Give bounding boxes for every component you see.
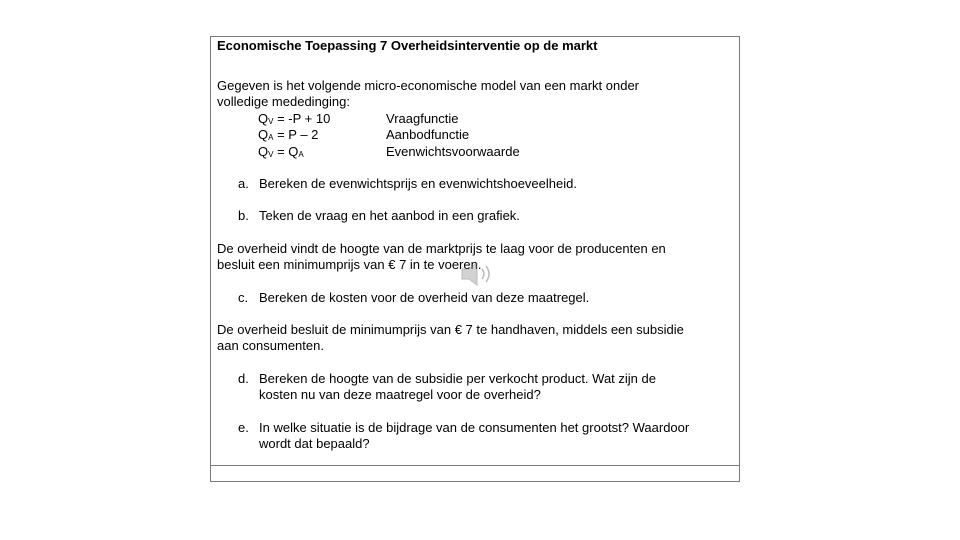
- equation-equilibrium: [258, 144, 304, 163]
- equation-lhs: Q: [258, 144, 269, 159]
- question-d-line-1: Bereken de hoogte van de subsidie per verkocht product. Wat zijn de: [259, 371, 656, 386]
- question-a-label: a.: [238, 176, 249, 191]
- equation-rhs: = -P + 10: [273, 111, 331, 126]
- equation-lhs-sub: V: [268, 150, 274, 159]
- equation-rhs: = P – 2: [273, 127, 319, 142]
- question-a-text: Bereken de evenwichtsprijs en evenwichtshoeveelheid.: [259, 176, 577, 191]
- question-e-label: e.: [238, 420, 249, 435]
- equation-supply-desc: Aanbodfunctie: [386, 127, 470, 142]
- paragraph-3-line-2: aan consumenten.: [217, 338, 324, 353]
- paragraph-2-line-2: besluit een minimumprijs van € 7 in te voeren.: [217, 257, 482, 272]
- question-e-line-2: wordt dat bepaald?: [259, 436, 370, 451]
- equation-equilibrium-desc: Evenwichtsvoorwaarde: [386, 144, 520, 159]
- frame-divider: [210, 465, 740, 466]
- document-title: Economische Toepassing 7 Overheidsinterventie op de markt: [217, 38, 598, 53]
- question-e-line-1: In welke situatie is de bijdrage van de consumenten het grootst? Waardoor: [259, 420, 690, 435]
- equation-lhs: Q: [258, 127, 269, 142]
- equation-rhs: = Q: [273, 144, 299, 159]
- paragraph-2-line-1: De overheid vindt de hoogte van de marktprijs te laag voor de producenten en: [217, 241, 666, 256]
- question-c-label: c.: [238, 290, 249, 305]
- intro-line-1: Gegeven is het volgende micro-economische model van een markt onder: [217, 78, 640, 93]
- equation-demand-desc: Vraagfunctie: [386, 111, 459, 126]
- question-c-text: Bereken de kosten voor de overheid van deze maatregel.: [259, 290, 590, 305]
- question-b-text: Teken de vraag en het aanbod in een grafiek.: [259, 208, 520, 223]
- equation-lhs-sub: A: [268, 133, 274, 142]
- question-b-label: b.: [238, 208, 249, 223]
- question-d-label: d.: [238, 371, 249, 386]
- paragraph-3-line-1: De overheid besluit de minimumprijs van € 7 te handhaven, middels een subsidie: [217, 322, 684, 337]
- equation-rhs-sub: A: [298, 150, 304, 159]
- question-d-line-2: kosten nu van deze maatregel voor de overheid?: [259, 387, 541, 402]
- speaker-icon[interactable]: [459, 260, 499, 288]
- equation-lhs: Q: [258, 111, 269, 126]
- equation-lhs-sub: V: [268, 117, 274, 126]
- intro-line-2: volledige mededinging:: [217, 94, 350, 109]
